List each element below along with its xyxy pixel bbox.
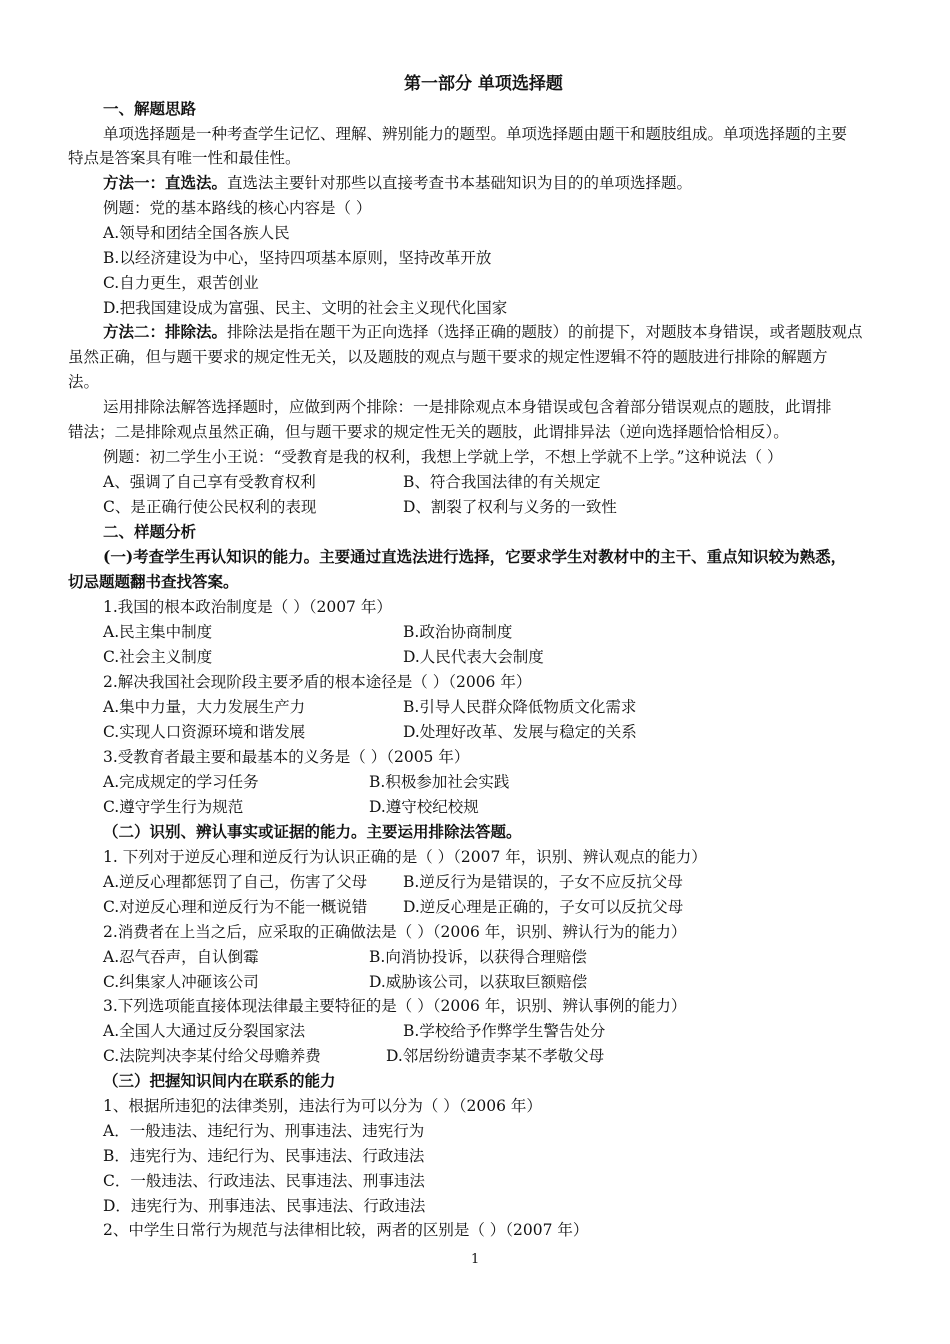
paragraph-line: 虽然正确，但与题干要求的规定性无关，以及题肢的观点与题干要求的规定性逻辑不符的题肢进行排除的解题方	[68, 348, 828, 366]
option: D、割裂了权利与义务的一致性	[403, 498, 617, 516]
option: D.把我国建设成为富强、民主、文明的社会主义现代化国家	[103, 299, 508, 317]
subsection-heading: （二）识别、辨认事实或证据的能力。主要运用排除法答题。	[103, 822, 522, 841]
option: B.以经济建设为中心，坚持四项基本原则，坚持改革开放	[103, 249, 492, 267]
paragraph-line: 特点是答案具有唯一性和最佳性。	[68, 149, 301, 167]
option: D．违宪行为、刑事违法、民事违法、行政违法	[103, 1197, 426, 1215]
option: A.全国人大通过反分裂国家法	[103, 1022, 306, 1040]
method-one-line	[103, 173, 692, 193]
option: B.积极参加社会实践	[369, 773, 510, 791]
option: A.忍气吞声，自认倒霉	[103, 948, 259, 966]
option: C、是正确行使公民权利的表现	[103, 498, 317, 516]
option: D.邻居纷纷谴责李某不孝敬父母	[386, 1047, 605, 1065]
option: B.政治协商制度	[403, 623, 513, 641]
question: 2.消费者在上当之后，应采取的正确做法是（ ）（2006 年，识别、辨认行为的能力）	[103, 923, 687, 941]
paragraph-line: 错法；二是排除观点虽然正确，但与题干要求的规定性无关的题肢，此谓排异法（逆向选择题恰恰相反）。	[68, 423, 789, 441]
option: A.集中力量，大力发展生产力	[103, 698, 306, 716]
question: 3.下列选项能直接体现法律最主要特征的是（ ）（2006 年，识别、辨认事例的能力）	[103, 997, 687, 1015]
example-question: 例题：初二学生小王说：“受教育是我的权利，我想上学就上学，不想上学就不上学。”这种说法（ ）	[103, 448, 783, 466]
section-heading: 二、样题分析	[103, 522, 197, 541]
option: A.民主集中制度	[103, 623, 213, 641]
option: A．一般违法、违纪行为、刑事违法、违宪行为	[103, 1122, 425, 1140]
option: B．违宪行为、违纪行为、民事违法、行政违法	[103, 1147, 425, 1165]
question: 1.我国的根本政治制度是（ ）（2007 年）	[103, 598, 392, 616]
option: B.向消协投诉，以获得合理赔偿	[369, 948, 587, 966]
section-heading: 一、解题思路	[103, 99, 197, 118]
option: D.处理好改革、发展与稳定的关系	[403, 723, 637, 741]
option: B.逆反行为是错误的，子女不应反抗父母	[403, 873, 683, 891]
subsection-heading: 切忌题题翻书查找答案。	[68, 572, 239, 591]
option: C.遵守学生行为规范	[103, 798, 244, 816]
question: 2.解决我国社会现阶段主要矛盾的根本途径是（ ）（2006 年）	[103, 673, 532, 691]
option: A.领导和团结全国各族人民	[103, 224, 290, 242]
option: C.对逆反心理和逆反行为不能一概说错	[103, 898, 368, 916]
option: C.实现人口资源环境和谐发展	[103, 723, 306, 741]
option: D.遵守校纪校规	[369, 798, 479, 816]
question: 2、中学生日常行为规范与法律相比较，两者的区别是（ ）（2007 年）	[103, 1221, 589, 1239]
option: C.纠集家人冲砸该公司	[103, 973, 259, 991]
question: 3.受教育者最主要和最基本的义务是（ ）（2005 年）	[103, 748, 470, 766]
subsection-heading: (一)考查学生再认知识的能力。主要通过直选法进行选择，它要求学生对教材中的主干、重点知识较为熟悉，	[103, 547, 847, 566]
option: A、强调了自己享有受教育权利	[103, 473, 316, 491]
paragraph-line: 法。	[68, 373, 100, 391]
method-one-label: 方法一：直选法。	[103, 173, 228, 192]
option: A.完成规定的学习任务	[103, 773, 259, 791]
option: B.引导人民群众降低物质文化需求	[403, 698, 637, 716]
option: C.社会主义制度	[103, 648, 213, 666]
page-number: 1	[471, 1252, 480, 1267]
option: D.威胁该公司，以获取巨额赔偿	[369, 973, 588, 991]
option: A.逆反心理都惩罚了自己，伤害了父母	[103, 873, 368, 891]
option: C.法院判决李某付给父母赡养费	[103, 1047, 321, 1065]
question: 1. 下列对于逆反心理和逆反行为认识正确的是（ ）（2007 年，识别、辨认观点的能力）	[103, 848, 707, 866]
method-one-text: 直选法主要针对那些以直接考查书本基础知识为目的的单项选择题。	[227, 174, 693, 192]
page-title: 第一部分 单项选择题	[404, 74, 563, 94]
option: D.人民代表大会制度	[403, 648, 544, 666]
paragraph-line: 运用排除法解答选择题时，应做到两个排除：一是排除观点本身错误或包含着部分错误观点的题肢，此谓排	[103, 398, 832, 416]
method-two-label: 方法二：排除法。	[103, 322, 228, 341]
option: B.学校给予作弊学生警告处分	[403, 1022, 606, 1040]
example-question: 例题：党的基本路线的核心内容是（ ）	[103, 199, 372, 217]
subsection-heading: （三）把握知识间内在联系的能力	[103, 1071, 336, 1090]
paragraph-line: 单项选择题是一种考查学生记忆、理解、辨别能力的题型。单项选择题由题干和题肢组成。单项选择题的主要	[103, 125, 848, 143]
method-two-text: 排除法是指在题干为正向选择（选择正确的题肢）的前提下，对题肢本身错误，或者题肢观点	[227, 323, 863, 341]
option: C.自力更生，艰苦创业	[103, 274, 259, 292]
option: C．一般违法、行政违法、民事违法、刑事违法	[103, 1172, 425, 1190]
method-two-line	[103, 322, 863, 342]
question: 1、根据所违犯的法律类别，违法行为可以分为（ ）（2006 年）	[103, 1097, 542, 1115]
option: D.逆反心理是正确的，子女可以反抗父母	[403, 898, 684, 916]
option: B、符合我国法律的有关规定	[403, 473, 601, 491]
